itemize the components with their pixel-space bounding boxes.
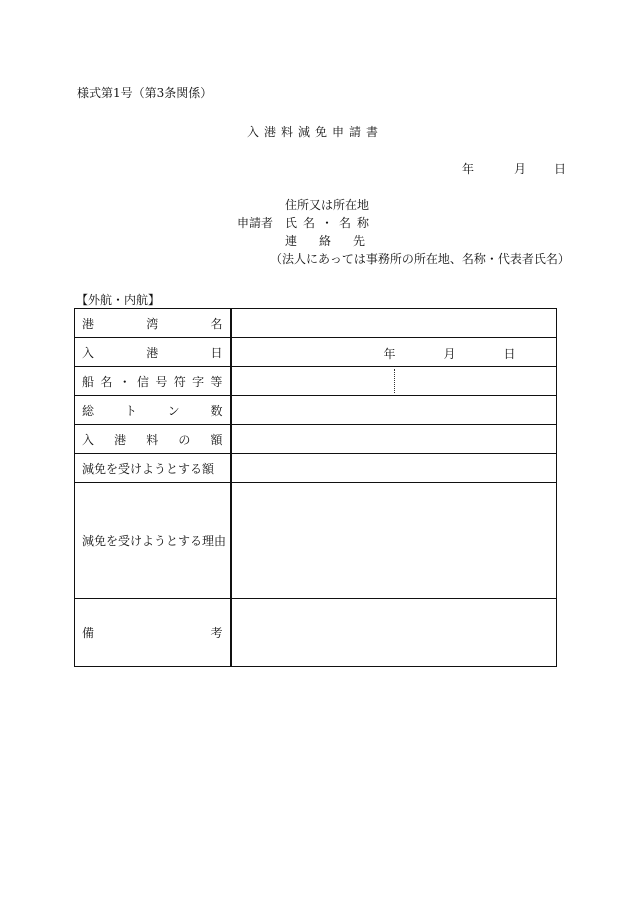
- reduction-amount-field[interactable]: [231, 454, 557, 483]
- port-name-label: [75, 309, 231, 338]
- arrival-date-text: [82, 344, 223, 361]
- date-month-label: 月: [514, 162, 527, 176]
- remarks-field[interactable]: [231, 599, 557, 667]
- row-remarks: [75, 599, 557, 667]
- label-char: ト: [124, 403, 137, 418]
- ship-name-label: [75, 367, 231, 396]
- port-fee-text: [82, 431, 223, 448]
- port-name-text: [82, 315, 223, 332]
- gross-tonnage-field[interactable]: [231, 396, 557, 425]
- row-reduction-reason: [75, 483, 557, 599]
- ship-name-text: [82, 373, 223, 390]
- arrival-year-label: 年: [383, 347, 396, 361]
- label-char: ・: [118, 374, 131, 389]
- row-port-fee: [75, 425, 557, 454]
- reduction-reason-field[interactable]: [231, 483, 557, 599]
- reduction-amount-label: [75, 454, 231, 483]
- remarks-label: [75, 599, 231, 667]
- contact-label: 連絡先: [285, 234, 388, 248]
- arrival-date-label: [75, 338, 231, 367]
- label-char: 名: [100, 374, 113, 389]
- date-year-label: 年: [462, 162, 475, 176]
- label-char: 総: [82, 403, 95, 418]
- label-char: 港: [82, 316, 95, 331]
- address-label: 住所又は所在地: [285, 198, 370, 212]
- gross-tonnage-label: [75, 396, 231, 425]
- remarks-text: [82, 624, 223, 641]
- arrival-date-field[interactable]: [231, 338, 557, 367]
- arrival-month-label: 月: [443, 347, 456, 361]
- label-char: 入: [82, 345, 95, 360]
- row-gross-tonnage: [75, 396, 557, 425]
- row-port-name: [75, 309, 557, 338]
- applicant-note: （法人にあっては事務所の所在地、名称・代表者氏名）: [270, 252, 570, 266]
- label-char: 等: [210, 374, 223, 389]
- voyage-type-label: 【外航・内航】: [76, 293, 161, 307]
- form-number: 様式第1号（第3条関係）: [77, 86, 213, 100]
- reduction-reason-text: 減免を受けようとする理由: [82, 534, 227, 548]
- label-char: 信: [137, 374, 150, 389]
- label-char: 名: [210, 316, 223, 331]
- label-char: 港: [114, 432, 127, 447]
- label-char: 料: [146, 432, 159, 447]
- ship-name-divider: [394, 369, 395, 393]
- reduction-reason-label: [75, 483, 231, 599]
- row-reduction-amount: [75, 454, 557, 483]
- port-fee-label: [75, 425, 231, 454]
- label-char: 日: [210, 345, 223, 360]
- gross-tonnage-text: [82, 402, 223, 419]
- row-ship-name: [75, 367, 557, 396]
- label-char: 船: [82, 374, 95, 389]
- label-char: の: [178, 432, 191, 447]
- label-char: 入: [82, 432, 95, 447]
- page-title: 入港料減免申請書: [246, 125, 383, 139]
- label-char: 字: [192, 374, 205, 389]
- application-date[interactable]: [462, 160, 566, 177]
- label-char: 備: [82, 626, 95, 640]
- arrival-day-label: 日: [503, 347, 516, 361]
- label-char: 符: [173, 374, 186, 389]
- label-char: 号: [155, 374, 168, 389]
- label-char: 額: [210, 432, 223, 447]
- label-char: 数: [210, 403, 223, 418]
- label-char: 考: [210, 626, 223, 640]
- label-char: 湾: [146, 316, 159, 331]
- applicant-label: 申請者: [237, 216, 274, 230]
- date-day-label: 日: [554, 162, 567, 176]
- applicant-block: [237, 196, 570, 268]
- row-arrival-date: [75, 338, 557, 367]
- ship-name-field[interactable]: [231, 367, 557, 396]
- application-form-table: [74, 308, 557, 667]
- label-char: ン: [167, 403, 180, 418]
- label-char: 港: [146, 345, 159, 360]
- reduction-amount-text: 減免を受けようとする額: [82, 461, 215, 476]
- name-label: 氏名・名称: [285, 216, 376, 230]
- port-name-field[interactable]: [231, 309, 557, 338]
- port-fee-field[interactable]: [231, 425, 557, 454]
